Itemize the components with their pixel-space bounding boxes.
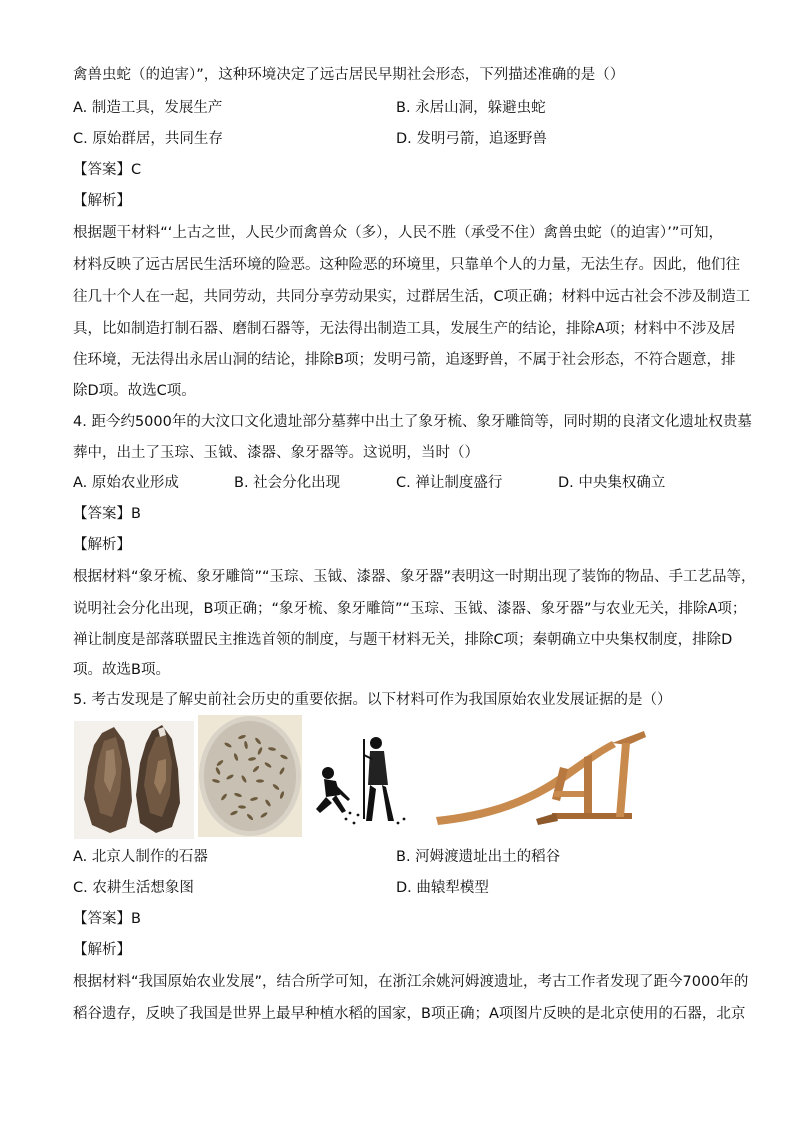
rice-grains-image (198, 715, 302, 837)
q4-analysis-label: 【解析】 (73, 537, 131, 553)
q5-option-a: A. 北京人制作的石器 (73, 849, 208, 865)
question-5-images (74, 715, 654, 843)
question-4-stem: 4. 距今约5000年的大汶口文化遗址部分墓葬中出土了象牙梳、象牙雕筒等，同时期的良渚文化遗址权贵墓 (73, 414, 752, 430)
q4-option-b: B. 社会分化出现 (234, 475, 341, 491)
farming-scene-image (306, 729, 414, 829)
q3-option-c: C. 原始群居，共同生存 (73, 131, 223, 147)
question-3-stem: 禽兽虫蛇（的迫害）”，这种环境决定了远古居民早期社会形态，下列描述准确的是（） (73, 67, 625, 83)
q3-option-a: A. 制造工具，发展生产 (73, 100, 223, 116)
q4-answer: 【答案】B (73, 506, 141, 522)
question-5-stem: 5. 考古发现是了解史前社会历史的重要依据。以下材料可作为我国原始农业发展证据的是（） (73, 692, 672, 708)
q4-analysis-line: 禅让制度是部落联盟民主推选首领的制度，与题干材料无关，排除C项；秦朝确立中央集权制度，排除D (73, 632, 733, 648)
curved-plough-image (432, 721, 654, 839)
q3-analysis-line: 根据题干材料“‘上古之世，人民少而禽兽众（多），人民不胜（承受不住）禽兽虫蛇（的迫害）’”可知， (73, 225, 723, 241)
q3-answer: 【答案】C (73, 162, 142, 178)
q3-analysis-line: 材料反映了远古居民生活环境的险恶。这种险恶的环境里，只靠单个人的力量，无法生存。因此，他们往 (73, 257, 740, 273)
q4-analysis-line: 项。故选B项。 (73, 662, 170, 678)
q3-option-b: B. 永居山洞，躲避虫蛇 (396, 100, 546, 116)
question-4-stem: 葬中，出土了玉琮、玉钺、漆器、象牙器等。这说明，当时（） (73, 445, 479, 461)
q5-option-b: B. 河姆渡遗址出土的稻谷 (396, 849, 561, 865)
q3-analysis-line: 往几十个人在一起，共同劳动，共同分享劳动果实，过群居生活，C项正确；材料中远古社会不涉及制造工 (73, 289, 751, 305)
q5-analysis-label: 【解析】 (73, 942, 131, 958)
q4-option-d: D. 中央集权确立 (558, 475, 666, 491)
q4-option-a: A. 原始农业形成 (73, 475, 179, 491)
q4-analysis-line: 说明社会分化出现，B项正确；“象牙梳、象牙雕筒”“玉琮、玉钺、漆器、象牙器”与农业无关，排除A项； (73, 601, 747, 617)
q4-option-c: C. 禅让制度盛行 (396, 475, 503, 491)
q3-option-d: D. 发明弓箭，追逐野兽 (396, 131, 547, 147)
q5-option-c: C. 农耕生活想象图 (73, 880, 194, 896)
q3-analysis-line: 住环境，无法得出永居山洞的结论，排除B项；发明弓箭，追逐野兽，不属于社会形态，不符合题意，排 (73, 352, 736, 368)
q3-analysis-label: 【解析】 (73, 193, 131, 209)
stone-tools-image (74, 721, 194, 839)
q4-analysis-line: 根据材料“象牙梳、象牙雕筒”“玉琮、玉钺、漆器、象牙器”表明这一时期出现了装饰的物品、手工艺品等， (73, 569, 756, 585)
q5-analysis-line: 根据材料“我国原始农业发展”，结合所学可知，在浙江余姚河姆渡遗址，考古工作者发现了距今7000年的 (73, 974, 749, 990)
q5-analysis-line: 稻谷遗存，反映了我国是世界上最早种植水稻的国家，B项正确；A项图片反映的是北京使用的石器，北京 (73, 1006, 746, 1022)
q5-option-d: D. 曲辕犁模型 (396, 880, 489, 896)
q5-answer: 【答案】B (73, 911, 141, 927)
q3-analysis-line: 除D项。故选C项。 (73, 383, 196, 399)
q3-analysis-line: 具，比如制造打制石器、磨制石器等，无法得出制造工具，发展生产的结论，排除A项；材料中不涉及居 (73, 321, 736, 337)
